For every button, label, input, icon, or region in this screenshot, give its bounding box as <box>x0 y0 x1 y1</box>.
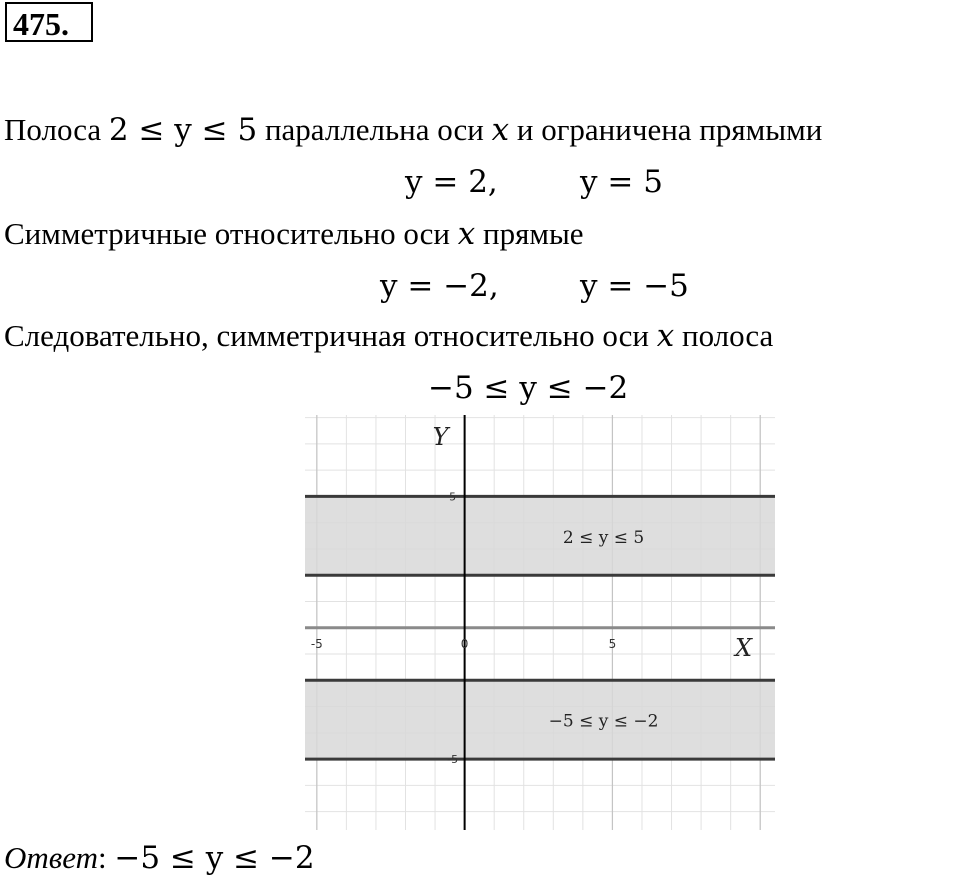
paragraph-1-text-c: и ограничена прямыми <box>509 112 823 147</box>
equation-y-minus-2: y = −2, <box>380 268 499 304</box>
paragraph-3-variable: x <box>656 318 675 354</box>
problem-number: 475. <box>5 2 93 42</box>
equation-y-minus-5: y = −5 <box>580 268 689 304</box>
paragraph-2 <box>4 216 584 252</box>
paragraph-2-text-b: прямые <box>475 216 584 251</box>
answer-value: −5 ≤ y ≤ −2 <box>114 840 315 876</box>
x-tick-label: -5 <box>310 636 323 651</box>
paragraph-2-text-a: Симметричные относительно оси <box>4 216 458 251</box>
band-1-label: 2 ≤ y ≤ 5 <box>562 527 645 548</box>
y-axis-label: Y <box>432 423 449 451</box>
answer <box>4 840 315 876</box>
paragraph-1 <box>4 112 822 148</box>
equation-strip: −5 ≤ y ≤ −2 <box>428 370 629 406</box>
y-tick-label: -5 <box>447 753 459 767</box>
paragraph-3 <box>4 318 773 354</box>
x-tick-label: 5 <box>608 636 617 651</box>
strip-graph <box>305 415 775 830</box>
band-2 <box>305 680 775 759</box>
answer-label: Ответ <box>4 840 98 875</box>
paragraph-2-variable: x <box>457 216 476 252</box>
band-1 <box>305 496 775 575</box>
x-tick-label: 0 <box>460 636 469 651</box>
answer-colon: : <box>97 840 115 875</box>
equation-y-5: y = 5 <box>580 164 663 200</box>
y-tick-label: 5 <box>449 490 457 504</box>
paragraph-1-text-b: параллельна оси <box>257 112 492 147</box>
paragraph-1-text-a: Полоса <box>4 112 109 147</box>
paragraph-1-variable: x <box>491 112 510 148</box>
x-axis-label: X <box>735 633 753 662</box>
equation-y-2: y = 2, <box>405 164 498 200</box>
paragraph-3-text-a: Следовательно, симметричная относительно оси <box>4 318 657 353</box>
paragraph-1-inequality: 2 ≤ y ≤ 5 <box>108 112 258 148</box>
band-2-label: −5 ≤ y ≤ −2 <box>548 711 659 732</box>
paragraph-3-text-b: полоса <box>674 318 774 353</box>
